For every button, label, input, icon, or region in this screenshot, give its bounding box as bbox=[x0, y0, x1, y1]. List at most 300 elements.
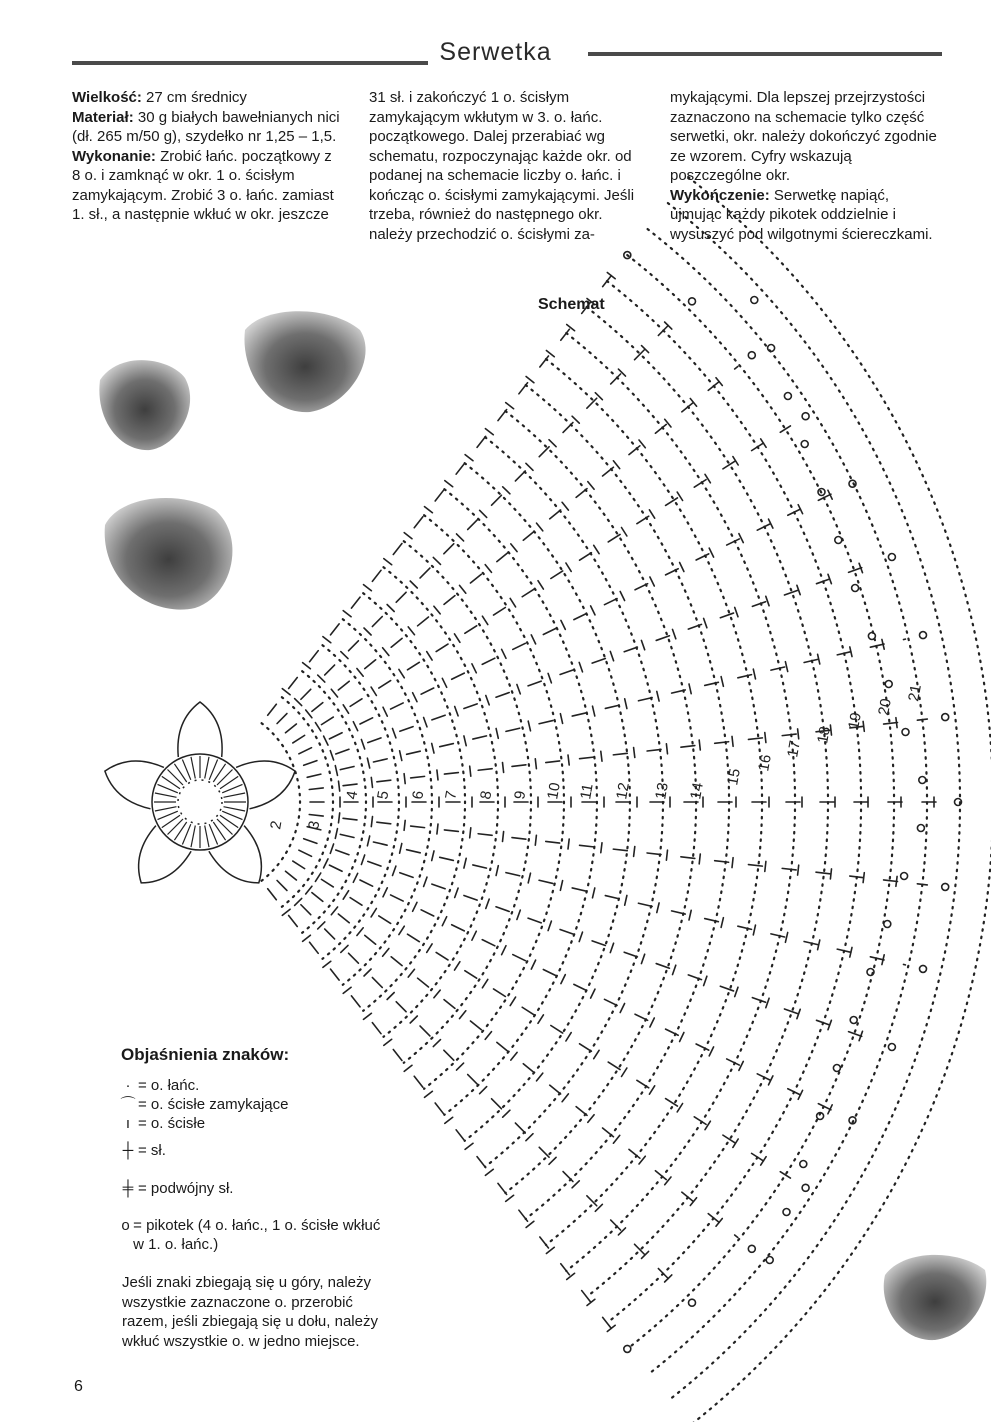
stitch-tick bbox=[361, 740, 364, 750]
stitch-tick bbox=[331, 689, 337, 697]
stitch-tick bbox=[818, 940, 820, 950]
page-title: Serwetka bbox=[439, 38, 552, 66]
stitch-tick bbox=[434, 606, 440, 614]
stitch-tick bbox=[622, 528, 627, 537]
dot-icon: · bbox=[125, 1077, 131, 1094]
stitch-tick bbox=[535, 835, 536, 845]
stitch-rays bbox=[268, 269, 940, 1334]
stitch-tick bbox=[677, 1104, 682, 1112]
picot bbox=[689, 298, 696, 305]
stitch-tick bbox=[709, 548, 713, 557]
stitch-tick bbox=[511, 544, 517, 552]
stitch-tick bbox=[364, 628, 371, 635]
stitch-tick bbox=[486, 696, 489, 705]
stitch-tick bbox=[526, 1221, 534, 1227]
stitch-tick bbox=[546, 351, 554, 357]
stitch-tick bbox=[562, 1094, 568, 1102]
stitch-tick bbox=[482, 616, 487, 624]
stitch-tick bbox=[704, 618, 707, 627]
stitch-tick bbox=[634, 847, 635, 857]
stitch-tick bbox=[568, 755, 569, 765]
stitch-tick bbox=[387, 993, 394, 1000]
stitch-tick bbox=[625, 895, 627, 905]
symbol-note: Jeśli znaki zbiegają się u góry, należy wszystkie zaznaczone o. przerobić razem, jeśli zbiegają się u dołu, należy wkłuć wszystkie o. w jedno miejsce. bbox=[122, 1274, 378, 1350]
stitch-tick bbox=[766, 998, 769, 1008]
stitch-tick bbox=[457, 1063, 464, 1070]
stitch-tick bbox=[442, 917, 446, 926]
stitch-tick bbox=[641, 640, 644, 649]
center-stitch bbox=[205, 826, 209, 848]
stitch-tick bbox=[357, 669, 363, 677]
stitch-tick bbox=[510, 997, 515, 1006]
legend-item-slip: ⌒ = o. ścisłe zamykające bbox=[118, 1095, 288, 1114]
stitch-tick bbox=[506, 403, 514, 409]
stitch-tick bbox=[399, 926, 404, 934]
stitch-tick bbox=[566, 1033, 571, 1041]
stitch-tick bbox=[485, 429, 493, 435]
bar-icon: ı bbox=[125, 1115, 131, 1132]
stitch-tick bbox=[393, 866, 396, 875]
stitch-tick bbox=[607, 273, 615, 279]
stitch-tick bbox=[315, 723, 320, 731]
stitch-tick bbox=[531, 635, 535, 644]
stitch-tick bbox=[613, 1135, 619, 1143]
stitch-tick bbox=[680, 563, 684, 572]
stitch-tick bbox=[785, 933, 787, 943]
picot bbox=[784, 393, 791, 400]
stitch-tick bbox=[367, 758, 369, 768]
stitch-tick bbox=[343, 891, 348, 900]
stitch-tick bbox=[486, 899, 489, 908]
stitch-tick bbox=[818, 654, 820, 664]
stitch-tick bbox=[625, 699, 627, 709]
stitch-tick bbox=[485, 565, 491, 573]
stitch-tick bbox=[383, 707, 387, 716]
picot bbox=[689, 1299, 696, 1306]
picot bbox=[800, 1161, 807, 1168]
center-stitch bbox=[191, 826, 195, 848]
stitch-tick bbox=[601, 843, 602, 853]
stitch-tick bbox=[393, 729, 396, 738]
stitch-tick bbox=[433, 557, 440, 564]
stitch-tick bbox=[343, 705, 348, 714]
stitch-tick bbox=[613, 461, 619, 469]
row-number: 15 bbox=[724, 767, 744, 787]
stitch-ray bbox=[307, 639, 905, 777]
stitch-tick bbox=[641, 954, 644, 963]
picot bbox=[868, 633, 875, 640]
stitch-tick bbox=[739, 534, 743, 543]
stitch-tick bbox=[765, 733, 766, 743]
stitch-tick bbox=[464, 858, 466, 868]
stitch-tick bbox=[733, 1139, 738, 1147]
row-number: 4 bbox=[343, 789, 362, 801]
stitch-tick bbox=[610, 943, 613, 952]
stitch-tick bbox=[425, 1091, 433, 1097]
stitch-tick bbox=[538, 1015, 543, 1023]
stitch-tick bbox=[566, 563, 571, 571]
picot bbox=[920, 965, 927, 972]
stitch-tick bbox=[306, 886, 312, 894]
stitch-tick bbox=[361, 855, 364, 865]
stitch-tick bbox=[896, 876, 897, 886]
arc-icon: ⌒ bbox=[120, 1096, 136, 1113]
stitch-tick bbox=[850, 647, 852, 657]
stitch-tick bbox=[850, 947, 852, 957]
stitch-tick bbox=[424, 718, 427, 727]
stitch-tick bbox=[408, 969, 414, 977]
center-stitches bbox=[154, 756, 246, 848]
stitch-tick bbox=[537, 523, 543, 531]
stitch-tick bbox=[339, 813, 340, 823]
center-stitch bbox=[224, 807, 246, 811]
picot bbox=[884, 921, 891, 928]
stitch-tick bbox=[785, 662, 787, 672]
picot bbox=[901, 873, 908, 880]
stitch-tick bbox=[442, 678, 446, 687]
stitch-tick bbox=[548, 921, 551, 931]
stitch-tick bbox=[567, 325, 575, 331]
stitch-tick bbox=[620, 592, 624, 601]
stitch-tick bbox=[339, 781, 340, 791]
stitch-tick bbox=[568, 839, 569, 849]
picot bbox=[917, 825, 924, 832]
stitch-tick bbox=[830, 869, 831, 879]
stitch-tick bbox=[863, 873, 864, 883]
row-number: 6 bbox=[409, 789, 428, 801]
picot bbox=[751, 297, 758, 304]
row-number: 16 bbox=[755, 753, 775, 773]
stitch-tick bbox=[470, 828, 471, 838]
picot bbox=[748, 352, 755, 359]
stitch-tick bbox=[400, 844, 402, 854]
stitch-tick bbox=[503, 487, 510, 494]
stitch-tick bbox=[433, 1040, 440, 1047]
chain-round bbox=[688, 177, 991, 1422]
stitch-tick bbox=[528, 873, 530, 883]
page-number: 6 bbox=[74, 1378, 83, 1395]
stitch-tick bbox=[721, 677, 723, 687]
stitch-tick bbox=[331, 907, 337, 915]
stitch-tick bbox=[404, 533, 412, 539]
cross-icon: ┼ bbox=[122, 1142, 134, 1159]
stitch-tick bbox=[562, 502, 568, 510]
row-number: 7 bbox=[442, 789, 461, 801]
stitch-tick bbox=[323, 637, 331, 643]
stitch-tick bbox=[343, 611, 351, 617]
stitch-tick bbox=[650, 577, 654, 586]
stitch-tick bbox=[465, 1143, 473, 1149]
row-number: 14 bbox=[687, 781, 707, 801]
stitch-tick bbox=[699, 740, 700, 750]
picot bbox=[850, 1017, 857, 1024]
picot bbox=[802, 413, 809, 420]
picot bbox=[885, 681, 892, 688]
stitch-tick bbox=[502, 946, 506, 955]
row-number: 9 bbox=[511, 789, 530, 801]
stitch-tick bbox=[357, 928, 363, 936]
stitch-tick bbox=[526, 1134, 533, 1141]
stitch-tick bbox=[399, 669, 404, 677]
stitch-tick bbox=[432, 743, 434, 753]
center-stitch bbox=[217, 770, 233, 786]
stitch-tick bbox=[567, 1273, 575, 1279]
stitch-tick bbox=[622, 1068, 627, 1077]
stitch-tick bbox=[739, 1061, 743, 1070]
stitch-tick bbox=[384, 559, 392, 565]
stitch-tick bbox=[549, 1157, 556, 1164]
stitch-tick bbox=[526, 377, 534, 383]
stitch-tick bbox=[705, 1121, 710, 1130]
legend-item-chain: · = o. łańc. bbox=[118, 1076, 199, 1095]
stitch-tick bbox=[531, 960, 535, 969]
picot bbox=[920, 632, 927, 639]
picot bbox=[802, 1184, 809, 1191]
stitch-tick bbox=[324, 859, 328, 868]
picot bbox=[835, 537, 842, 544]
stitch-tick bbox=[503, 832, 504, 842]
stitch-tick bbox=[424, 877, 427, 886]
legend-item-dc: ┼ = sł. bbox=[118, 1141, 166, 1160]
stitch-tick bbox=[594, 1050, 599, 1058]
stitch-tick bbox=[410, 581, 417, 588]
stitch-tick bbox=[689, 910, 691, 920]
stitch-tick bbox=[593, 706, 595, 716]
stitch-tick bbox=[434, 990, 440, 998]
stitch-tick bbox=[303, 935, 311, 941]
stitch-tick bbox=[601, 751, 602, 761]
stitch-tick bbox=[413, 693, 417, 702]
center-stitch bbox=[155, 793, 177, 797]
stitch-tick bbox=[526, 463, 533, 470]
stitch-tick bbox=[472, 664, 476, 673]
stitch-tick bbox=[705, 474, 710, 483]
stitch-tick bbox=[318, 675, 325, 682]
stitch-tick bbox=[620, 1004, 624, 1013]
stitch-tick bbox=[282, 909, 290, 915]
stitch-tick bbox=[465, 455, 473, 461]
stitch-tick bbox=[427, 652, 432, 661]
center-stitch bbox=[191, 757, 195, 779]
row-number: 12 bbox=[613, 781, 633, 801]
row-number: 21 bbox=[905, 683, 925, 703]
stitch-tick bbox=[464, 736, 466, 746]
stitch-tick bbox=[560, 714, 562, 724]
stitch-ray bbox=[286, 367, 738, 733]
stitch-tick bbox=[371, 687, 376, 695]
stitch-tick bbox=[383, 949, 389, 957]
stitch-tick bbox=[610, 651, 613, 660]
stitch-tick bbox=[587, 299, 595, 305]
stitch-tick bbox=[343, 987, 351, 993]
circle-icon: o bbox=[121, 1217, 130, 1234]
stitch-tick bbox=[364, 585, 372, 591]
stitch-tick bbox=[353, 873, 357, 882]
stitch-tick bbox=[677, 492, 682, 500]
stitch-tick bbox=[607, 1325, 615, 1331]
picot bbox=[942, 883, 949, 890]
stitch-tick bbox=[579, 662, 582, 672]
stitch-tick bbox=[383, 888, 387, 897]
stitch-tick bbox=[496, 729, 498, 739]
row-number: 17 bbox=[784, 739, 804, 759]
chain-round bbox=[505, 411, 696, 1193]
center-stitch bbox=[205, 757, 209, 779]
stitch-tick bbox=[634, 748, 635, 758]
stitch-tick bbox=[455, 962, 460, 970]
stitch-tick bbox=[460, 585, 466, 593]
picot bbox=[919, 777, 926, 784]
stitch-tick bbox=[413, 902, 417, 911]
center-stitch bbox=[168, 770, 184, 786]
stitch-tick bbox=[528, 721, 530, 731]
stitch-tick bbox=[318, 922, 325, 929]
stitch-tick bbox=[588, 482, 594, 490]
stitch-tick bbox=[546, 1247, 554, 1253]
picot bbox=[888, 554, 895, 561]
row-number: 13 bbox=[652, 781, 672, 801]
stitch-tick bbox=[753, 669, 755, 679]
stitch-tick bbox=[330, 844, 333, 853]
stitch-tick bbox=[673, 629, 676, 638]
stitch-tick bbox=[400, 751, 402, 761]
stitch-tick bbox=[503, 763, 504, 773]
picot bbox=[852, 585, 859, 592]
stitch-tick bbox=[579, 932, 582, 942]
legend-item-picot: o = pikotek (4 o. łańc., 1 o. ścisłe wkłuć w 1. o. łańc.) bbox=[118, 1216, 388, 1254]
stitch-tick bbox=[761, 1157, 766, 1165]
picot bbox=[748, 1245, 755, 1252]
stitch-tick bbox=[460, 1011, 466, 1019]
stitch-tick bbox=[733, 457, 738, 465]
center-stitch bbox=[155, 807, 177, 811]
stitch-tick bbox=[735, 607, 738, 616]
column-2-text: 31 sł. i zakończyć 1 o. ścisłym zamykającym wkłutym w 3. o. łańc. początkowego. Dalej przerabiać wg schematu, rozpoczynając każde okr. od podanej na schemacie liczby o. łańc. i kończąc o. ścisłymi zamykającymi. Jeśli trzeba, również do następnego okr. należy przechodzić o. ścisłymi za- bbox=[369, 89, 635, 243]
stitch-tick bbox=[341, 945, 348, 952]
material-label: Materiał: bbox=[72, 108, 134, 126]
stitch-tick bbox=[371, 909, 376, 917]
stitch-tick bbox=[502, 649, 506, 658]
chart-label: Schemat bbox=[538, 296, 605, 313]
stitch-tick bbox=[341, 652, 348, 659]
stitch-tick bbox=[588, 1115, 594, 1123]
picot bbox=[783, 1209, 790, 1216]
stitch-tick bbox=[657, 691, 659, 701]
stitch-tick bbox=[689, 684, 691, 694]
stitch-tick bbox=[404, 1065, 412, 1071]
stitch-tick bbox=[666, 744, 667, 754]
stitch-tick bbox=[506, 1195, 514, 1201]
stitch-tick bbox=[470, 766, 471, 776]
column-3-text: mykającymi. Dla lepszej przejrzystości zaznaczono na schemacie tylko część serwetki, okr. należy dokończyć zgodnie ze wzorem. Cyfry wskazują poszczególne okr. bbox=[670, 89, 937, 184]
stitch-tick bbox=[535, 759, 536, 769]
stitch-tick bbox=[455, 888, 458, 897]
stitch-tick bbox=[673, 965, 676, 974]
stitch-tick bbox=[594, 545, 599, 553]
stitch-tick bbox=[384, 1039, 392, 1045]
stitch-tick bbox=[510, 598, 515, 607]
center-petals bbox=[105, 702, 295, 883]
stitch-tick bbox=[455, 634, 460, 642]
size-label: Wielkość: bbox=[72, 89, 142, 106]
stitch-tick bbox=[437, 824, 438, 834]
stitch-tick bbox=[364, 1013, 372, 1019]
stitch-tick bbox=[408, 627, 414, 635]
row-number: 8 bbox=[477, 789, 496, 801]
stitch-ray bbox=[286, 871, 738, 1237]
stitch-tick bbox=[721, 918, 723, 928]
stitch-tick bbox=[364, 969, 371, 976]
stitch-tick bbox=[732, 736, 733, 746]
row-number: 3 bbox=[305, 819, 324, 831]
stitch-tick bbox=[353, 722, 357, 731]
center-stitch bbox=[168, 819, 184, 835]
stitch-tick bbox=[537, 1073, 543, 1081]
picot bbox=[801, 441, 808, 448]
stitch-tick bbox=[765, 861, 766, 871]
stitch-tick bbox=[315, 873, 320, 881]
row-number: 2 bbox=[267, 819, 286, 831]
stitch-tick bbox=[704, 976, 707, 985]
stitch-tick bbox=[324, 736, 328, 745]
row-number: 18 bbox=[814, 725, 834, 745]
stitch-tick bbox=[761, 439, 766, 447]
stitch-tick bbox=[485, 1169, 493, 1175]
stitch-tick bbox=[425, 507, 433, 513]
size-text: 27 cm średnicy bbox=[141, 89, 247, 106]
stitch-tick bbox=[371, 777, 372, 787]
stitch-tick bbox=[427, 944, 432, 953]
stitch-tick bbox=[503, 1110, 510, 1117]
stitch-tick bbox=[306, 710, 312, 718]
stitch-tick bbox=[649, 510, 654, 518]
stitch-tick bbox=[480, 1087, 487, 1094]
legend-item-tr: ╪ = podwójny sł. bbox=[118, 1179, 233, 1198]
picot bbox=[942, 714, 949, 721]
finish-label: Wykończenie: bbox=[670, 186, 770, 204]
stitch-tick bbox=[649, 1086, 654, 1094]
legend-item-sc: ı = o. ścisłe bbox=[118, 1114, 205, 1133]
stitch-tick bbox=[371, 817, 372, 827]
stitch-tick bbox=[472, 931, 476, 940]
stitch-tick bbox=[404, 774, 405, 784]
work-text: Zrobić łańc. początkowy z 8 o. i zamknąć w okr. 1 o. ścisłym zamykającym. Zrobić 3 o. łańc. zamiast 1. sł., a następnie wkłuć w okr. jeszcze bbox=[72, 147, 334, 223]
stitch-tick bbox=[538, 581, 543, 589]
double-cross-icon: ╪ bbox=[122, 1180, 134, 1197]
work-label: Wykonanie: bbox=[72, 147, 156, 165]
stitch-tick bbox=[798, 729, 799, 739]
stitch-tick bbox=[680, 1033, 684, 1042]
stitch-tick bbox=[445, 481, 453, 487]
legend-title: Objaśnienia znaków: bbox=[121, 1045, 290, 1064]
stitch-tick bbox=[650, 1018, 654, 1027]
stitch-tick bbox=[732, 858, 733, 868]
stitch-tick bbox=[591, 989, 595, 998]
picot bbox=[766, 1257, 773, 1264]
stitch-tick bbox=[404, 820, 405, 830]
stitch-tick bbox=[593, 888, 595, 898]
center-petal bbox=[178, 702, 222, 757]
stitch-tick bbox=[561, 620, 565, 629]
stitch-tick bbox=[432, 851, 434, 861]
stitch-tick bbox=[548, 673, 551, 683]
stitch-tick bbox=[511, 1052, 517, 1060]
stitch-tick bbox=[699, 854, 700, 864]
stitch-tick bbox=[517, 910, 520, 919]
material-text: 30 g białych bawełnianych nici (dł. 265 m/50 g), szydełko nr 1,25 – 1,5. bbox=[72, 108, 340, 145]
stitch-tick bbox=[517, 685, 520, 694]
stitch-tick bbox=[480, 510, 487, 517]
